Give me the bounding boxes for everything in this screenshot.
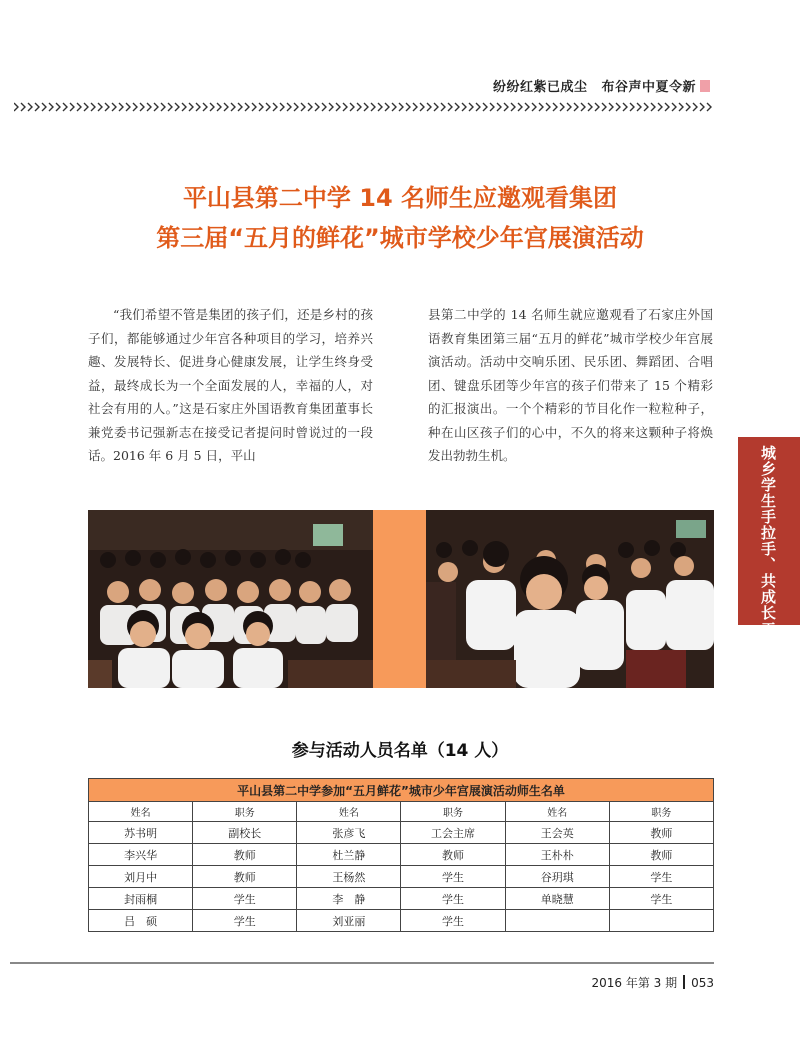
table-header-row [89,802,714,822]
table-cell-role: 学生 [193,888,297,910]
table-cell-name: 王会英 [505,822,609,844]
table-cell-name: 刘亚丽 [297,910,401,932]
table-cell-role: 教师 [609,844,713,866]
table-row [89,910,714,932]
section-side-tab [738,437,800,653]
table-cell-name: 苏书明 [89,822,193,844]
table-cell-role: 教师 [193,844,297,866]
header-right-phrase: 布谷声中夏令新 [601,80,696,95]
audience-photo-right-image [426,510,714,688]
table-cell-name: 王朴朴 [505,844,609,866]
table-cell-role: 工会主席 [401,822,505,844]
header-square-marker [700,80,710,92]
table-row [89,888,714,910]
page-footer [591,974,714,991]
body-paragraph-left: “我们希望不管是集团的孩子们，还是乡村的孩子们，都能够通过少年宫各种项目的学习，培养兴趣、发展特长、促进身心健康发展，让学生终身受益，最终成长为一个全面发展的人，幸福的人，对社会有用的人。”这是石家庄外国语教育集团董事长兼党委书记强新志在接受记者提问时曾说过的一段话。2016 年 6 月 5 日，平山 [88,307,373,463]
table-header-name: 姓名 [89,802,193,822]
audience-photo-left [88,510,373,688]
table-cell-name [505,910,609,932]
photo-panel [88,510,714,688]
table-row [89,822,714,844]
table-row [89,866,714,888]
article-title-line-2: 第三届“五月的鲜花”城市学校少年宫展演活动 [156,224,644,252]
chevron-divider [14,102,714,112]
section-side-tab-label: 城乡学生手拉手、共成长工程 [759,445,777,653]
table-cell-role: 学生 [193,910,297,932]
audience-photo-left-image [88,510,373,688]
table-header-role: 职务 [609,802,713,822]
table-cell-role: 学生 [609,866,713,888]
table-cell-name: 刘月中 [89,866,193,888]
body-paragraph-right: 县第二中学的 14 名师生就应邀观看了石家庄外国语教育集团第三届“五月的鲜花”城市学校少年宫展演活动。活动中交响乐团、民乐团、舞蹈团、合唱团、键盘乐团等少年宫的孩子们带来了 15 个精彩的汇报演出。一个个精彩的节目化作一粒粒种子，种在山区孩子们的心中，不久的将来这颗种子将焕发出勃勃生机。 [428,307,713,463]
running-header [0,76,800,96]
article-title [0,178,800,258]
table-cell-name: 李兴华 [89,844,193,866]
table-cell-role: 学生 [401,910,505,932]
table-cell-name: 张彦飞 [297,822,401,844]
participant-list-heading: 参与活动人员名单（14 人） [291,741,509,761]
table-cell-name: 封雨桐 [89,888,193,910]
article-title-line-1: 平山县第二中学 14 名师生应邀观看集团 [182,184,618,212]
table-cell-role [609,910,713,932]
table-row [89,844,714,866]
table-caption: 平山县第二中学参加“五月鲜花”城市少年宫展演活动师生名单 [89,779,714,802]
table-cell-role: 教师 [193,866,297,888]
audience-photo-right [426,510,714,688]
body-column-right [428,303,713,468]
table-cell-name: 王杨然 [297,866,401,888]
issue-label: 2016 年第 3 期 [591,976,678,990]
running-header-title [493,76,696,95]
footer-rule [10,962,714,964]
table-cell-role: 副校长 [193,822,297,844]
table-header-role: 职务 [401,802,505,822]
table-cell-name: 单晓慧 [505,888,609,910]
table-cell-role: 学生 [401,888,505,910]
table-cell-role: 教师 [401,844,505,866]
participant-table [88,778,714,932]
table-cell-role: 学生 [609,888,713,910]
table-header-name: 姓名 [505,802,609,822]
table-cell-name: 杜兰静 [297,844,401,866]
header-left-phrase: 纷纷红紫已成尘 [492,80,588,95]
body-column-left [88,303,373,468]
table-header-role: 职务 [193,802,297,822]
table-cell-role: 学生 [401,866,505,888]
table-caption-row [89,779,714,802]
table-header-name: 姓名 [297,802,401,822]
table-cell-name: 李 静 [297,888,401,910]
table-cell-role: 教师 [609,822,713,844]
table-cell-name: 吕 硕 [89,910,193,932]
footer-separator [683,975,685,989]
table-cell-name: 谷玥琪 [505,866,609,888]
page-number: 053 [691,976,714,990]
chevron-pattern-icon [14,102,714,112]
